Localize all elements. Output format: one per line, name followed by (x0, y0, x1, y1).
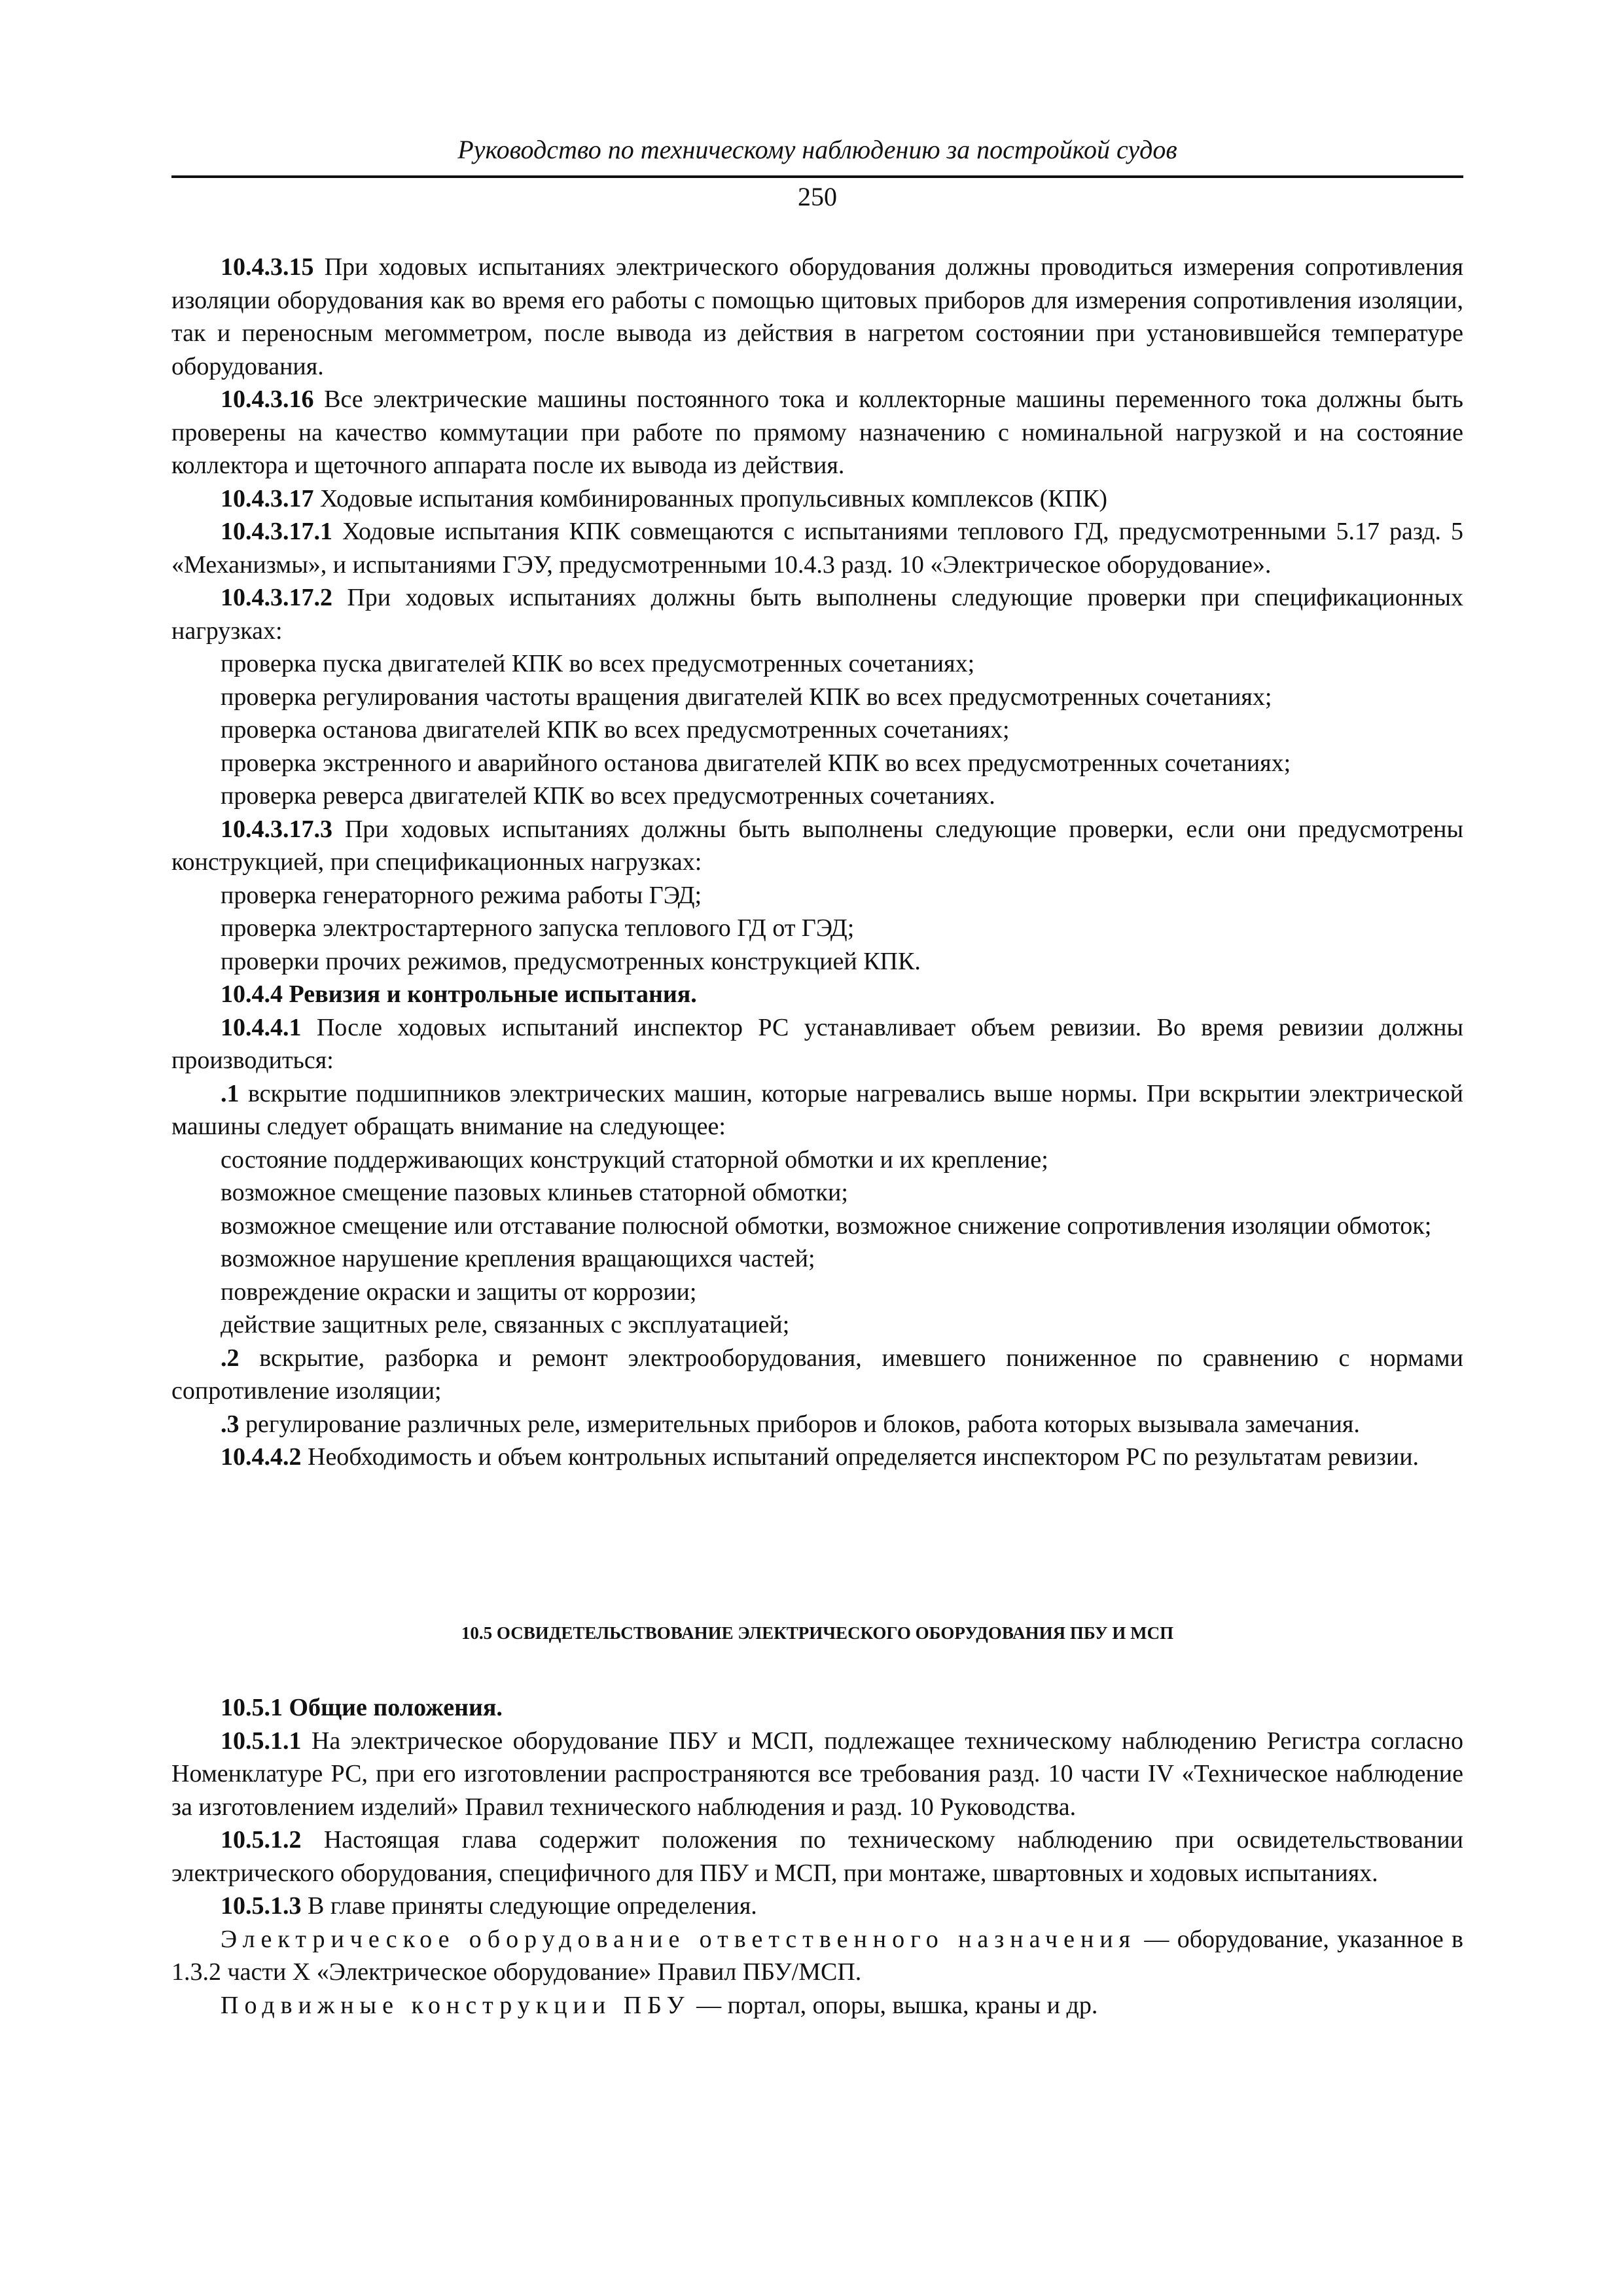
definition: Электрическое оборудование ответственного назначения — оборудование, указанное в 1.3.2 части X «Электрическое оборудование» Правил ПБУ/МСП. (171, 1925, 1463, 1986)
list-item: проверка генераторного режима работы ГЭД; (221, 881, 702, 909)
paragraph: 10.4.3.17 Ходовые испытания комбинированных пропульсивных комплексов (КПК) (221, 484, 1108, 512)
paragraph: 10.4.3.17.3 При ходовых испытаниях должны быть выполнены следующие проверки, если они предусмотрены конструкцией, при спецификационных нагрузках: (171, 815, 1463, 876)
subsection-title: 10.5.1 Общие положения. (221, 1694, 503, 1721)
paragraph: 10.4.4.2 Необходимость и объем контрольных испытаний определяется инспектором РС по результатам ревизии. (221, 1443, 1419, 1471)
paragraph: .1 вскрытие подшипников электрических машин, которые нагревались выше нормы. При вскрытии электрической машины следует обращать внимание на следующее: (171, 1079, 1463, 1140)
paragraph: 10.4.3.15 При ходовых испытаниях электрического оборудования должны проводиться измерения сопротивления изоляции оборудования как во время его работы с помощью щитовых приборов для измерения сопротивления изоляции, так и переносным мегомметром, после вывода из действия в нагретом состоянии при установившейся температуре оборудования. (171, 253, 1463, 380)
list-item: проверка пуска двигателей КПК во всех предусмотренных сочетаниях; (221, 650, 975, 677)
list-item: состояние поддерживающих конструкций статорной обмотки и их крепление; (221, 1145, 1048, 1174)
list-item: возможное нарушение крепления вращающихся частей; (221, 1245, 815, 1272)
list-item: проверки прочих режимов, предусмотренных конструкцией КПК. (221, 947, 921, 975)
list-item: проверка останова двигателей КПК во всех предусмотренных сочетаниях; (221, 716, 1010, 744)
paragraph: 10.5.1.2 Настоящая глава содержит положения по техническому наблюдению при освидетельствовании электрического оборудования, специфичного для ПБУ и МСП, при монтаже, швартовных и ходовых испытаниях. (171, 1826, 1463, 1887)
paragraph: 10.5.1.3 В главе приняты следующие определения. (221, 1892, 757, 1920)
section-10-5-body (171, 1691, 1463, 2022)
page-number: 250 (798, 182, 837, 211)
list-item: проверка регулирования частоты вращения двигателей КПК во всех предусмотренных сочетаниях; (221, 683, 1272, 711)
section-10-4-body (171, 251, 1463, 1474)
subsection-title: 10.4.4 Ревизия и контрольные испытания. (221, 980, 697, 1008)
list-item: возможное смещение пазовых клиньев статорной обмотки; (221, 1179, 848, 1206)
list-item: проверка реверса двигателей КПК во всех предусмотренных сочетаниях. (221, 782, 995, 810)
paragraph: .2 вскрытие, разборка и ремонт электрооборудования, имевшего пониженное по сравнению с нормами сопротивление изоляции; (171, 1344, 1463, 1405)
section-heading: 10.5 ОСВИДЕТЕЛЬСТВОВАНИЕ ЭЛЕКТРИЧЕСКОГО ОБОРУДОВАНИЯ ПБУ И МСП (461, 1623, 1174, 1643)
paragraph: 10.4.3.17.1 Ходовые испытания КПК совмещаются с испытаниями теплового ГД, предусмотренными 5.17 разд. 5 «Механизмы», и испытаниями ГЭУ, предусмотренными 10.4.3 разд. 10 «Электрическое оборудование». (171, 518, 1463, 579)
list-item: проверка электростартерного запуска теплового ГД от ГЭД; (221, 914, 855, 942)
list-item: возможное смещение или отставание полюсной обмотки, возможное снижение сопротивления изоляции обмоток; (221, 1211, 1432, 1240)
paragraph: 10.4.4.1 После ходовых испытаний инспектор РС устанавливает объем ревизии. Во время ревизии должны производиться: (171, 1013, 1463, 1074)
list-item: проверка экстренного и аварийного останова двигателей КПК во всех предусмотренных сочетаниях; (221, 749, 1291, 777)
list-item: повреждение окраски и защиты от коррозии; (221, 1278, 697, 1306)
list-item: действие защитных реле, связанных с эксплуатацией; (221, 1311, 790, 1338)
paragraph: 10.5.1.1 На электрическое оборудование ПБУ и МСП, подлежащее техническому наблюдению Регистра согласно Номенклатуре РС, при его изготовлении распространяются все требования разд. 10 части IV «Техническое наблюдение за изготовлением изделий» Правил технического наблюдения и разд. 10 Руководства. (171, 1727, 1463, 1821)
paragraph: 10.4.3.17.2 При ходовых испытаниях должны быть выполнены следующие проверки при спецификационных нагрузках: (171, 584, 1463, 645)
paragraph: 10.4.3.16 Все электрические машины постоянного тока и коллекторные машины переменного тока должны быть проверены на качество коммутации при работе по прямому назначению с номинальной нагрузкой и на состояние коллектора и щеточного аппарата после их вывода из действия. (171, 386, 1463, 479)
paragraph: .3 регулирование различных реле, измерительных приборов и блоков, работа которых вызывала замечания. (221, 1410, 1360, 1438)
definition: Подвижные конструкции ПБУ — портал, опоры, вышка, краны и др. (221, 1991, 1098, 2019)
header-divider (171, 175, 1463, 178)
running-header: Руководство по техническому наблюдению за постройкой судов (457, 135, 1177, 164)
